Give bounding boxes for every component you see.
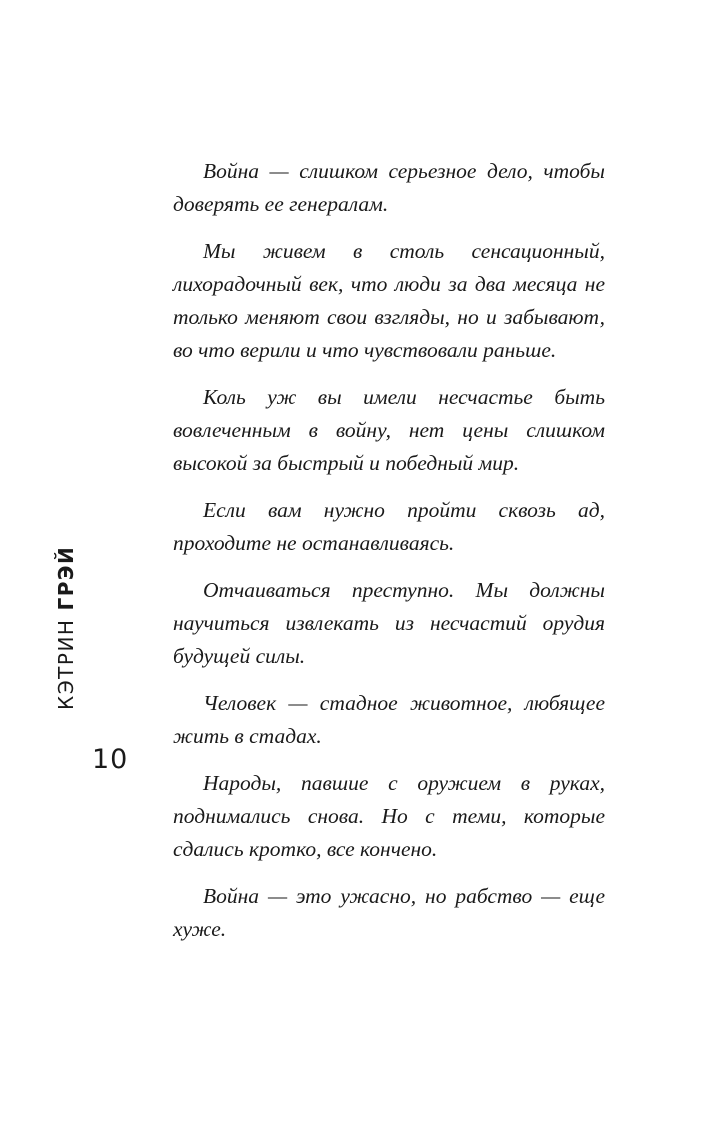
quotes-body [173, 155, 605, 960]
quote-paragraph: Война — слишком серьезное дело, чтобы доверять ее генералам. [173, 159, 605, 216]
quote-paragraph: Мы живем в столь сенсационный, лихорадочный век, что люди за два месяца не только меняют свои взгляды, но и забывают, во что верили и что чувствовали раньше. [173, 239, 605, 362]
quote-paragraph: Если вам нужно пройти сквозь ад, проходите не останавливаясь. [173, 498, 605, 555]
quote-paragraph: Отчаиваться преступно. Мы должны научиться извлекать из несчастий орудия будущей силы. [173, 578, 605, 668]
running-head [50, 545, 82, 710]
quote-paragraph: Коль уж вы имели несчастье быть вовлеченным в войну, нет цены слишком высокой за быстрый и победный мир. [173, 385, 605, 475]
quote-paragraph: Война — это ужасно, но рабство — еще хуже. [173, 884, 605, 941]
quote-paragraph: Народы, павшие с оружием в руках, поднимались снова. Но с теми, которые сдались кротко, все кончено. [173, 771, 605, 861]
quote-paragraph: Человек — стадное животное, любящее жить в стадах. [173, 691, 605, 748]
page-number: 10 [92, 744, 129, 775]
author-first-name: КЭТРИН [54, 618, 78, 710]
author-last-name: ГРЭЙ [54, 545, 78, 611]
